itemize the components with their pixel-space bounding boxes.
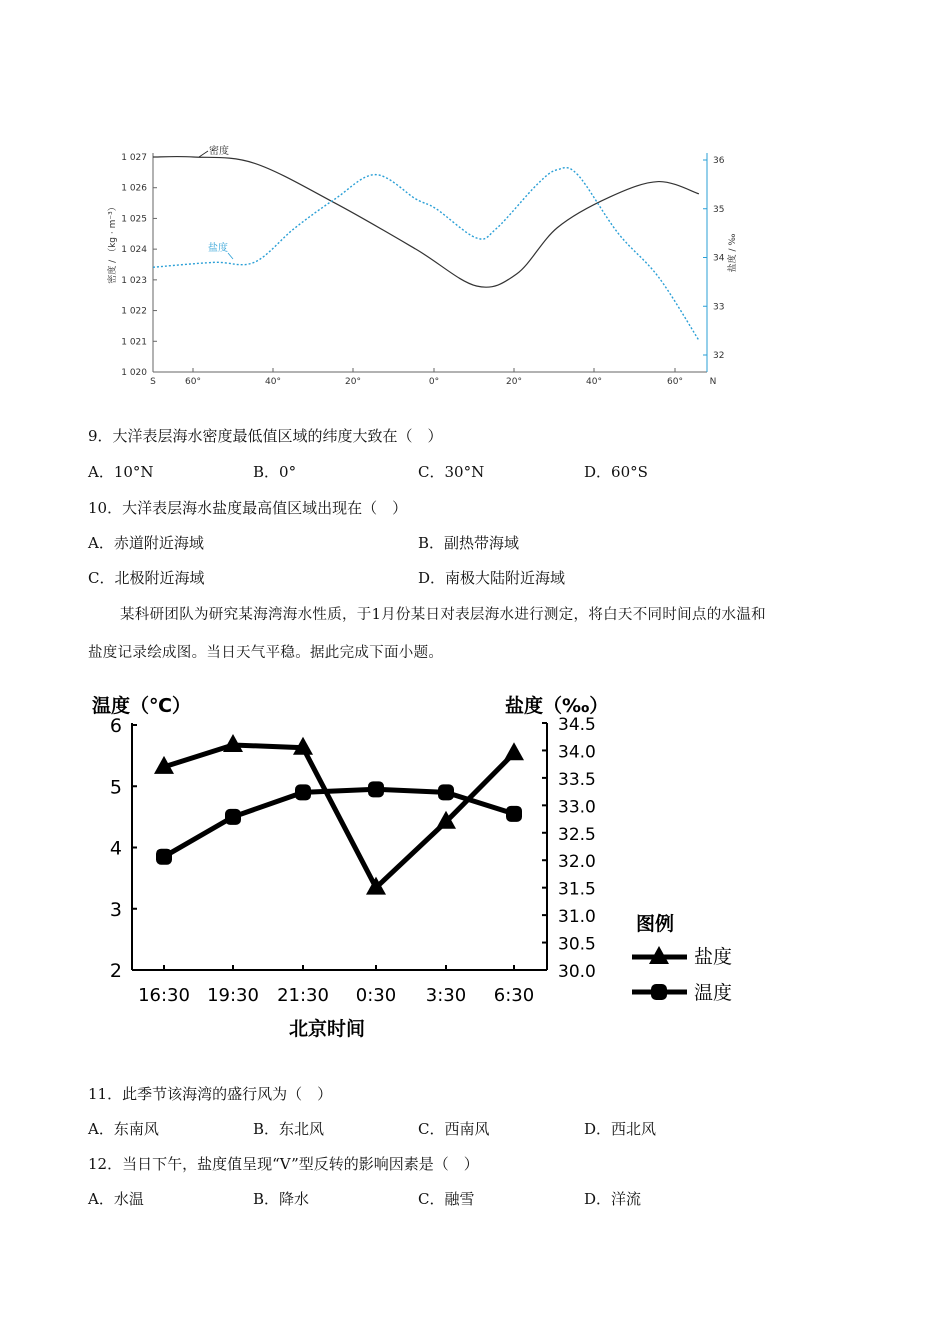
chart2-right-axis-label: 盐度（‰） xyxy=(505,695,609,717)
chart2-right-tick-label: 33.5 xyxy=(558,769,596,790)
salinity-label-leader xyxy=(228,253,233,259)
chart2-x-tick-label: 6:30 xyxy=(493,985,535,1006)
temperature-point-marker xyxy=(225,809,241,825)
chart1-x-tick-label: 20° xyxy=(506,377,522,387)
legend-temperature-label: 温度 xyxy=(694,982,733,1004)
chart1-right-axis-label: 盐度 / ‰ xyxy=(728,233,738,273)
chart1-x-tick-label: 20° xyxy=(345,377,361,387)
legend-salinity-label: 盐度 xyxy=(694,946,733,968)
chart1-left-tick-label: 1 022 xyxy=(121,306,147,317)
question-12-option-d[interactable]: D．洋流 xyxy=(584,1190,642,1208)
chart2-x-tick-label: 0:30 xyxy=(355,985,397,1006)
chart1-left-tick-label: 1 020 xyxy=(121,368,147,378)
chart1-left-tick-label: 1 021 xyxy=(121,337,147,348)
salinity-point-marker xyxy=(504,742,524,760)
chart2-series xyxy=(154,734,524,895)
chart1-labels xyxy=(106,144,738,284)
intro-paragraph-line-1: 某科研团队为研究某海湾海水性质，于1月份某日对表层海水进行测定，将白天不同时间点的水温和 xyxy=(120,607,766,623)
question-11-option-d[interactable]: D．西北风 xyxy=(584,1120,657,1138)
chart1-right-tick-label: 34 xyxy=(713,253,725,264)
question-9-stem: 9．大洋表层海水密度最低值区域的纬度大致在（ ） xyxy=(88,427,443,445)
temperature-point-marker xyxy=(506,806,522,822)
question-9-option-d[interactable]: D．60°S xyxy=(584,463,648,481)
chart1-left-tick-label: 1 027 xyxy=(121,153,147,163)
temperature-line xyxy=(164,789,514,856)
question-9-option-a[interactable]: A．10°N xyxy=(88,463,154,481)
chart2-left-tick-label: 3 xyxy=(109,898,122,921)
chart1-left-axis-label: 密度 / （kg · m⁻³） xyxy=(108,202,118,284)
temperature-point-marker xyxy=(368,781,384,797)
chart2-x-tick-label: 16:30 xyxy=(138,985,190,1006)
question-12-option-b[interactable]: B．降水 xyxy=(253,1190,310,1208)
chart2-right-tick-label: 33.0 xyxy=(558,797,596,818)
chart2-x-tick-label: 21:30 xyxy=(277,985,329,1006)
question-11-stem: 11．此季节该海湾的盛行风为（ ） xyxy=(88,1085,333,1103)
chart2-x-tick-label: 19:30 xyxy=(207,985,259,1006)
legend-temperature-marker xyxy=(651,984,667,1000)
question-12-option-a[interactable]: A．水温 xyxy=(88,1190,144,1208)
question-9-option-c[interactable]: C．30°N xyxy=(418,463,485,481)
question-11-option-a[interactable]: A．东南风 xyxy=(88,1120,159,1138)
chart2-right-tick-label: 31.0 xyxy=(558,907,596,928)
salinity-line xyxy=(164,745,514,888)
temperature-point-marker xyxy=(156,849,172,865)
chart2-right-tick-label: 30.5 xyxy=(558,934,596,955)
chart2-x-tick-label: 3:30 xyxy=(425,985,467,1006)
question-12-option-c[interactable]: C．融雪 xyxy=(418,1190,475,1208)
legend-title: 图例 xyxy=(636,913,675,935)
chart1-left-tick-label: 1 026 xyxy=(121,183,147,194)
intro-paragraph-line-2: 盐度记录绘成图。当日天气平稳。据此完成下面小题。 xyxy=(88,645,444,661)
chart1-left-tick-label: 1 024 xyxy=(121,245,147,256)
question-10-option-b[interactable]: B．副热带海域 xyxy=(418,534,520,552)
chart1-series xyxy=(153,157,699,341)
chart2-right-tick-label: 34.0 xyxy=(558,742,596,763)
chart1-ticks xyxy=(121,153,724,387)
chart2-left-axis-label: 温度（℃） xyxy=(92,695,192,717)
chart1-right-tick-label: 32 xyxy=(713,351,725,361)
chart1-x-tick-label: N xyxy=(709,377,717,387)
chart2-legend xyxy=(632,912,732,1004)
chart1-x-tick-label: 60° xyxy=(185,377,201,387)
chart2-x-axis-label: 北京时间 xyxy=(288,1018,366,1040)
chart2-right-tick-label: 32.5 xyxy=(558,824,596,845)
question-9-option-b[interactable]: B．0° xyxy=(253,463,297,481)
temperature-point-marker xyxy=(438,784,454,800)
question-12-stem: 12．当日下午，盐度值呈现“V”型反转的影响因素是（ ） xyxy=(88,1155,479,1173)
question-11-option-b[interactable]: B．东北风 xyxy=(253,1120,325,1138)
chart2-left-tick-label: 4 xyxy=(109,837,122,860)
chart1-axes xyxy=(153,153,707,372)
chart2-left-tick-label: 2 xyxy=(109,960,122,982)
chart1-right-tick-label: 33 xyxy=(713,302,725,313)
chart2-axes xyxy=(132,723,547,970)
chart1-right-tick-label: 36 xyxy=(713,156,725,166)
density-salinity-chart xyxy=(95,135,745,395)
chart2-left-tick-label: 6 xyxy=(109,715,122,737)
chart1-x-tick-label: 0° xyxy=(428,377,440,387)
chart1-x-tick-label: S xyxy=(150,377,156,387)
chart1-x-tick-label: 60° xyxy=(667,377,683,387)
chart2-right-tick-label: 30.0 xyxy=(558,962,596,982)
density-label-leader xyxy=(199,151,208,157)
density-line xyxy=(153,157,699,288)
temperature-salinity-chart xyxy=(85,685,765,1050)
question-11-option-c[interactable]: C．西南风 xyxy=(418,1120,490,1138)
chart2-right-tick-label: 32.0 xyxy=(558,852,596,873)
question-10-stem: 10．大洋表层海水盐度最高值区域出现在（ ） xyxy=(88,499,408,517)
chart1-x-tick-label: 40° xyxy=(265,377,281,387)
question-10-option-d[interactable]: D．南极大陆附近海域 xyxy=(418,569,566,587)
chart1-left-tick-label: 1 025 xyxy=(121,214,147,225)
chart1-left-tick-label: 1 023 xyxy=(121,275,147,286)
chart2-left-tick-label: 5 xyxy=(109,776,122,799)
salinity-series-label: 盐度 xyxy=(208,243,228,254)
question-10-option-c[interactable]: C．北极附近海域 xyxy=(88,569,205,587)
question-10-option-a[interactable]: A．赤道附近海域 xyxy=(88,534,204,552)
chart1-right-tick-label: 35 xyxy=(713,204,725,215)
temperature-point-marker xyxy=(295,784,311,800)
chart2-right-tick-label: 34.5 xyxy=(558,715,596,735)
density-series-label: 密度 xyxy=(209,146,229,157)
chart2-right-tick-label: 31.5 xyxy=(558,879,596,900)
chart1-x-tick-label: 40° xyxy=(586,377,602,387)
